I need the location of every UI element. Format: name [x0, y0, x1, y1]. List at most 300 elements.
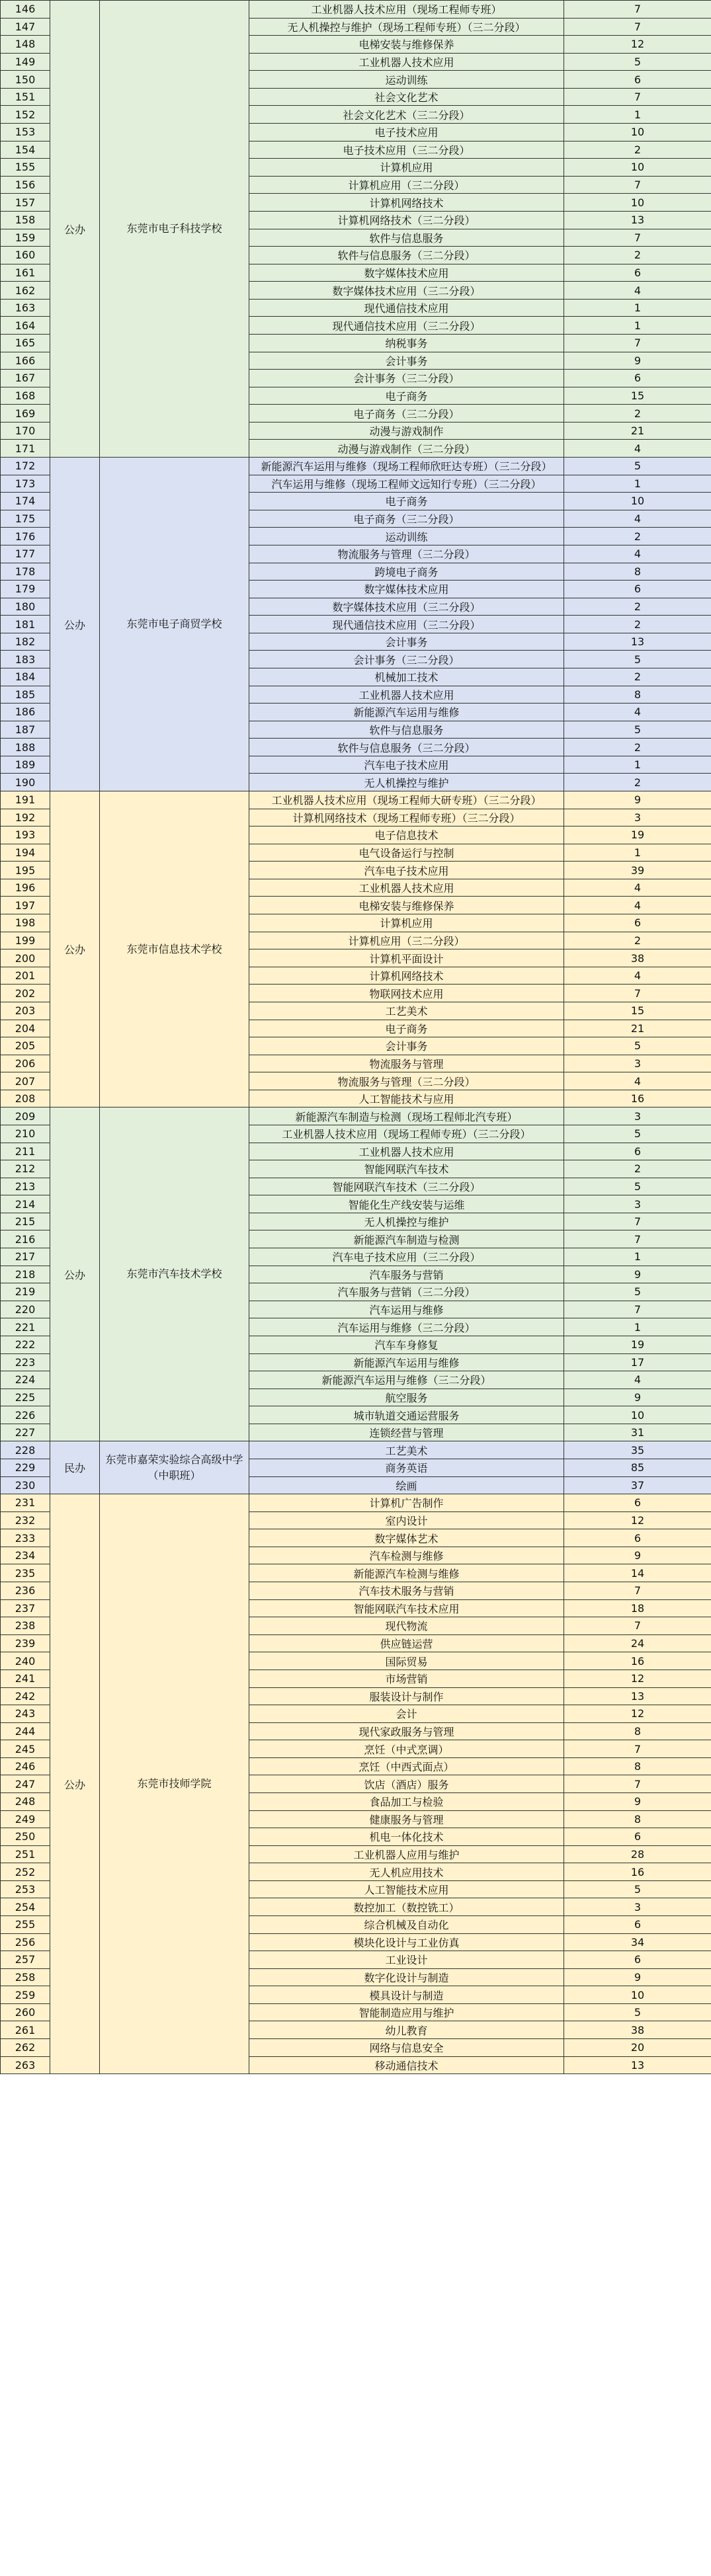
row-number-cell: 187 — [1, 721, 50, 739]
row-number-cell: 154 — [1, 141, 50, 159]
enrollment-count-cell: 9 — [564, 1266, 711, 1283]
major-cell: 智能网联汽车技术（三二分段） — [249, 1178, 564, 1195]
row-number-cell: 194 — [1, 844, 50, 862]
enrollment-count-cell: 2 — [564, 668, 711, 686]
enrollment-count-cell: 9 — [564, 1792, 711, 1810]
major-cell: 电子商务 — [249, 387, 564, 405]
row-number-cell: 258 — [1, 1968, 50, 1986]
major-cell: 工业机器人技术应用（现场工程师专班）（三二分段） — [249, 1125, 564, 1143]
row-number-cell: 160 — [1, 247, 50, 264]
enrollment-count-cell: 6 — [564, 1143, 711, 1160]
row-number-cell: 177 — [1, 545, 50, 563]
row-number-cell: 178 — [1, 563, 50, 581]
major-cell: 动漫与游戏制作 — [249, 422, 564, 440]
enrollment-count-cell: 9 — [564, 1389, 711, 1406]
enrollment-count-cell: 7 — [564, 1301, 711, 1318]
major-cell: 综合机械及自动化 — [249, 1916, 564, 1934]
enrollment-count-cell: 7 — [564, 229, 711, 247]
school-type-cell: 民办 — [50, 1441, 100, 1494]
row-number-cell: 259 — [1, 1986, 50, 2004]
enrollment-count-cell: 9 — [564, 1547, 711, 1564]
row-number-cell: 162 — [1, 282, 50, 300]
enrollment-count-cell: 7 — [564, 176, 711, 194]
major-cell: 新能源汽车运用与维修 — [249, 1353, 564, 1371]
enrollment-count-cell: 8 — [564, 686, 711, 704]
major-cell: 电子商务（三二分段） — [249, 405, 564, 423]
row-number-cell: 158 — [1, 211, 50, 229]
major-cell: 现代通信技术应用（三二分段） — [249, 616, 564, 633]
enrollment-count-cell: 7 — [564, 1230, 711, 1248]
enrollment-count-cell: 10 — [564, 124, 711, 141]
major-cell: 电子信息技术 — [249, 826, 564, 844]
enrollment-count-cell: 7 — [564, 1, 711, 19]
enrollment-count-cell: 7 — [564, 985, 711, 1002]
row-number-cell: 210 — [1, 1125, 50, 1143]
row-number-cell: 164 — [1, 317, 50, 335]
row-number-cell: 152 — [1, 106, 50, 124]
school-type-cell: 公办 — [50, 1, 100, 458]
major-cell: 电气设备运行与控制 — [249, 844, 564, 862]
enrollment-count-cell: 7 — [564, 1617, 711, 1635]
row-number-cell: 220 — [1, 1301, 50, 1318]
enrollment-count-cell: 38 — [564, 949, 711, 967]
enrollment-count-cell: 4 — [564, 879, 711, 897]
major-cell: 幼儿教育 — [249, 2021, 564, 2039]
row-number-cell: 223 — [1, 1353, 50, 1371]
enrollment-count-cell: 31 — [564, 1424, 711, 1441]
row-number-cell: 205 — [1, 1037, 50, 1055]
major-cell: 汽车车身修复 — [249, 1336, 564, 1353]
major-cell: 现代家政服务与管理 — [249, 1722, 564, 1740]
enrollment-count-cell: 21 — [564, 1020, 711, 1037]
row-number-cell: 195 — [1, 862, 50, 879]
major-cell: 国际贸易 — [249, 1652, 564, 1670]
row-number-cell: 150 — [1, 71, 50, 89]
enrollment-count-cell: 6 — [564, 1828, 711, 1846]
row-number-cell: 192 — [1, 809, 50, 826]
row-number-cell: 153 — [1, 124, 50, 141]
enrollment-count-cell: 19 — [564, 1336, 711, 1353]
enrollment-count-cell: 6 — [564, 914, 711, 932]
major-cell: 会计事务 — [249, 633, 564, 651]
enrollment-count-cell: 10 — [564, 1986, 711, 2004]
row-number-cell: 200 — [1, 949, 50, 967]
row-number-cell: 169 — [1, 405, 50, 423]
enrollment-count-cell: 5 — [564, 53, 711, 71]
major-cell: 模块化设计与工业仿真 — [249, 1933, 564, 1951]
enrollment-count-cell: 1 — [564, 756, 711, 774]
major-cell: 计算机应用（三二分段） — [249, 932, 564, 949]
major-cell: 汽车运用与维修（三二分段） — [249, 1318, 564, 1336]
major-cell: 计算机应用 — [249, 159, 564, 177]
row-number-cell: 186 — [1, 704, 50, 721]
row-number-cell: 161 — [1, 264, 50, 282]
row-number-cell: 262 — [1, 2039, 50, 2057]
row-number-cell: 204 — [1, 1020, 50, 1037]
row-number-cell: 156 — [1, 176, 50, 194]
row-number-cell: 202 — [1, 985, 50, 1002]
enrollment-count-cell: 15 — [564, 387, 711, 405]
enrollment-count-cell: 7 — [564, 1775, 711, 1793]
enrollment-count-cell: 24 — [564, 1634, 711, 1652]
major-cell: 会计事务（三二分段） — [249, 651, 564, 668]
major-cell: 汽车检测与维修 — [249, 1547, 564, 1564]
major-cell: 人工智能技术应用 — [249, 1880, 564, 1898]
enrollment-count-cell: 17 — [564, 1353, 711, 1371]
row-number-cell: 170 — [1, 422, 50, 440]
row-number-cell: 201 — [1, 967, 50, 985]
table-row — [1, 458, 711, 475]
major-cell: 现代物流 — [249, 1617, 564, 1635]
row-number-cell: 173 — [1, 475, 50, 493]
table-row — [1, 1441, 711, 1459]
row-number-cell: 193 — [1, 826, 50, 844]
enrollment-count-cell: 6 — [564, 1529, 711, 1547]
major-cell: 无人机操控与维护 — [249, 774, 564, 791]
major-cell: 汽车电子技术应用 — [249, 756, 564, 774]
row-number-cell: 217 — [1, 1248, 50, 1266]
major-cell: 计算机平面设计 — [249, 949, 564, 967]
enrollment-count-cell: 5 — [564, 651, 711, 668]
row-number-cell: 168 — [1, 387, 50, 405]
enrollment-count-cell: 21 — [564, 422, 711, 440]
row-number-cell: 184 — [1, 668, 50, 686]
major-cell: 工业机器人技术应用（现场工程师大研专班）（三二分段） — [249, 791, 564, 809]
row-number-cell: 159 — [1, 229, 50, 247]
row-number-cell: 185 — [1, 686, 50, 704]
major-cell: 数字媒体技术应用（三二分段） — [249, 598, 564, 616]
enrollment-count-cell: 1 — [564, 1248, 711, 1266]
enrollment-count-cell: 4 — [564, 545, 711, 563]
major-cell: 新能源汽车检测与维修 — [249, 1564, 564, 1582]
major-cell: 供应链运营 — [249, 1634, 564, 1652]
enrollment-count-cell: 2 — [564, 774, 711, 791]
enrollment-count-cell: 7 — [564, 1582, 711, 1600]
major-cell: 新能源汽车制造与检测 — [249, 1230, 564, 1248]
row-number-cell: 157 — [1, 194, 50, 212]
enrollment-count-cell: 7 — [564, 88, 711, 106]
major-cell: 汽车电子技术应用（三二分段） — [249, 1248, 564, 1266]
enrollment-count-cell: 6 — [564, 264, 711, 282]
table-body — [1, 1, 711, 2074]
major-cell: 工业机器人技术应用 — [249, 53, 564, 71]
major-cell: 汽车服务与营销（三二分段） — [249, 1283, 564, 1301]
major-cell: 移动通信技术 — [249, 2056, 564, 2074]
enrollment-count-cell: 8 — [564, 1757, 711, 1775]
enrollment-count-cell: 5 — [564, 721, 711, 739]
row-number-cell: 146 — [1, 1, 50, 19]
row-number-cell: 225 — [1, 1389, 50, 1406]
row-number-cell: 240 — [1, 1652, 50, 1670]
row-number-cell: 149 — [1, 53, 50, 71]
major-cell: 绘画 — [249, 1476, 564, 1494]
major-cell: 新能源汽车制造与检测（现场工程师北汽专班） — [249, 1107, 564, 1125]
row-number-cell: 247 — [1, 1775, 50, 1793]
enrollment-count-cell: 1 — [564, 844, 711, 862]
major-cell: 无人机应用技术 — [249, 1863, 564, 1881]
row-number-cell: 238 — [1, 1617, 50, 1635]
major-cell: 现代通信技术应用（三二分段） — [249, 317, 564, 335]
major-cell: 烹饪（中式烹调） — [249, 1740, 564, 1758]
row-number-cell: 181 — [1, 616, 50, 633]
row-number-cell: 166 — [1, 352, 50, 370]
row-number-cell: 179 — [1, 581, 50, 598]
major-cell: 软件与信息服务 — [249, 229, 564, 247]
major-cell: 会计事务（三二分段） — [249, 370, 564, 387]
enrollment-count-cell: 7 — [564, 334, 711, 352]
row-number-cell: 182 — [1, 633, 50, 651]
major-cell: 软件与信息服务（三二分段） — [249, 739, 564, 756]
school-name-cell: 东莞市嘉荣实验综合高级中学（中职班） — [100, 1441, 249, 1494]
enrollment-count-cell: 8 — [564, 1722, 711, 1740]
enrollment-count-cell: 4 — [564, 440, 711, 458]
major-cell: 工艺美术 — [249, 1441, 564, 1459]
major-cell: 计算机网络技术 — [249, 967, 564, 985]
row-number-cell: 172 — [1, 458, 50, 475]
enrollment-count-cell: 6 — [564, 581, 711, 598]
row-number-cell: 206 — [1, 1055, 50, 1072]
row-number-cell: 188 — [1, 739, 50, 756]
row-number-cell: 248 — [1, 1792, 50, 1810]
major-cell: 饮店（酒店）服务 — [249, 1775, 564, 1793]
major-cell: 食品加工与检验 — [249, 1792, 564, 1810]
row-number-cell: 233 — [1, 1529, 50, 1547]
major-cell: 计算机应用 — [249, 914, 564, 932]
major-cell: 电梯安装与维修保养 — [249, 897, 564, 914]
row-number-cell: 263 — [1, 2056, 50, 2074]
enrollment-count-cell: 3 — [564, 1107, 711, 1125]
enrollment-count-cell: 7 — [564, 1740, 711, 1758]
row-number-cell: 180 — [1, 598, 50, 616]
enrollment-count-cell: 4 — [564, 967, 711, 985]
enrollment-count-cell: 9 — [564, 1968, 711, 1986]
major-cell: 新能源汽车运用与维修（现场工程师欣旺达专班）（三二分段） — [249, 458, 564, 475]
row-number-cell: 171 — [1, 440, 50, 458]
enrollment-count-cell: 13 — [564, 633, 711, 651]
major-cell: 无人机操控与维护（现场工程师专班）（三二分段） — [249, 18, 564, 36]
row-number-cell: 232 — [1, 1511, 50, 1529]
major-cell: 物流服务与管理 — [249, 1055, 564, 1072]
enrollment-count-cell: 10 — [564, 493, 711, 510]
row-number-cell: 224 — [1, 1371, 50, 1389]
row-number-cell: 165 — [1, 334, 50, 352]
major-cell: 新能源汽车运用与维修 — [249, 704, 564, 721]
enrollment-count-cell: 13 — [564, 2056, 711, 2074]
major-cell: 计算机网络技术（三二分段） — [249, 211, 564, 229]
major-cell: 智能化生产线安装与运维 — [249, 1195, 564, 1213]
enrollment-count-cell: 19 — [564, 826, 711, 844]
enrollment-count-cell: 4 — [564, 510, 711, 528]
major-cell: 电梯安装与维修保养 — [249, 36, 564, 54]
enrollment-count-cell: 5 — [564, 1880, 711, 1898]
enrollment-count-cell: 4 — [564, 897, 711, 914]
row-number-cell: 183 — [1, 651, 50, 668]
row-number-cell: 197 — [1, 897, 50, 914]
major-cell: 工业机器人应用与维护 — [249, 1845, 564, 1863]
row-number-cell: 245 — [1, 1740, 50, 1758]
major-cell: 物流服务与管理（三二分段） — [249, 545, 564, 563]
row-number-cell: 189 — [1, 756, 50, 774]
row-number-cell: 237 — [1, 1599, 50, 1617]
enrollment-count-cell: 3 — [564, 1055, 711, 1072]
enrollment-count-cell: 5 — [564, 1125, 711, 1143]
row-number-cell: 236 — [1, 1582, 50, 1600]
school-name-cell: 东莞市电子科技学校 — [100, 1, 249, 458]
enrollment-count-cell: 8 — [564, 1810, 711, 1828]
row-number-cell: 167 — [1, 370, 50, 387]
enrollment-count-cell: 1 — [564, 1318, 711, 1336]
table-row — [1, 791, 711, 809]
major-cell: 纳税事务 — [249, 334, 564, 352]
row-number-cell: 147 — [1, 18, 50, 36]
major-cell: 工业机器人技术应用 — [249, 1143, 564, 1160]
row-number-cell: 198 — [1, 914, 50, 932]
school-name-cell: 东莞市技师学院 — [100, 1494, 249, 2074]
major-cell: 软件与信息服务（三二分段） — [249, 247, 564, 264]
major-cell: 汽车技术服务与营销 — [249, 1582, 564, 1600]
enrollment-count-cell: 38 — [564, 2021, 711, 2039]
major-cell: 计算机网络技术（现场工程师专班）（三二分段） — [249, 809, 564, 826]
major-cell: 运动训练 — [249, 528, 564, 545]
enrollment-count-cell: 37 — [564, 1476, 711, 1494]
major-cell: 市场营销 — [249, 1670, 564, 1687]
major-cell: 运动训练 — [249, 71, 564, 89]
row-number-cell: 249 — [1, 1810, 50, 1828]
major-cell: 数控加工（数控铣工） — [249, 1898, 564, 1916]
enrollment-count-cell: 3 — [564, 809, 711, 826]
row-number-cell: 229 — [1, 1459, 50, 1476]
enrollment-count-cell: 12 — [564, 36, 711, 54]
major-cell: 工艺美术 — [249, 1002, 564, 1020]
enrollment-count-cell: 85 — [564, 1459, 711, 1476]
enrollment-count-cell: 12 — [564, 1670, 711, 1687]
major-cell: 会计事务 — [249, 1037, 564, 1055]
enrollment-count-cell: 12 — [564, 1511, 711, 1529]
major-cell: 工业设计 — [249, 1951, 564, 1969]
row-number-cell: 196 — [1, 879, 50, 897]
enrollment-count-cell: 2 — [564, 598, 711, 616]
enrollment-count-cell: 2 — [564, 1160, 711, 1178]
major-cell: 汽车运用与维修 — [249, 1301, 564, 1318]
major-cell: 会计事务 — [249, 352, 564, 370]
enrollment-count-cell: 10 — [564, 194, 711, 212]
enrollment-count-cell: 10 — [564, 159, 711, 177]
enrollment-count-cell: 5 — [564, 1037, 711, 1055]
row-number-cell: 219 — [1, 1283, 50, 1301]
major-cell: 人工智能技术与应用 — [249, 1090, 564, 1107]
enrollment-count-cell: 5 — [564, 1178, 711, 1195]
enrollment-count-cell: 2 — [564, 405, 711, 423]
row-number-cell: 199 — [1, 932, 50, 949]
row-number-cell: 222 — [1, 1336, 50, 1353]
major-cell: 社会文化艺术 — [249, 88, 564, 106]
row-number-cell: 246 — [1, 1757, 50, 1775]
school-type-cell: 公办 — [50, 1494, 100, 2074]
major-cell: 电子技术应用 — [249, 124, 564, 141]
school-type-cell: 公办 — [50, 1107, 100, 1441]
enrollment-count-cell: 6 — [564, 1916, 711, 1934]
row-number-cell: 256 — [1, 1933, 50, 1951]
major-cell: 社会文化艺术（三二分段） — [249, 106, 564, 124]
row-number-cell: 176 — [1, 528, 50, 545]
enrollment-count-cell: 14 — [564, 1564, 711, 1582]
row-number-cell: 253 — [1, 1880, 50, 1898]
enrollment-count-cell: 6 — [564, 1951, 711, 1969]
major-cell: 模具设计与制造 — [249, 1986, 564, 2004]
row-number-cell: 230 — [1, 1476, 50, 1494]
row-number-cell: 213 — [1, 1178, 50, 1195]
enrollment-count-cell: 3 — [564, 1195, 711, 1213]
row-number-cell: 191 — [1, 791, 50, 809]
major-cell: 计算机应用（三二分段） — [249, 176, 564, 194]
enrollment-count-cell: 5 — [564, 2003, 711, 2021]
major-cell: 烹饪（中西式面点） — [249, 1757, 564, 1775]
row-number-cell: 250 — [1, 1828, 50, 1846]
row-number-cell: 163 — [1, 299, 50, 317]
row-number-cell: 255 — [1, 1916, 50, 1934]
row-number-cell: 208 — [1, 1090, 50, 1107]
major-cell: 新能源汽车运用与维修（三二分段） — [249, 1371, 564, 1389]
row-number-cell: 260 — [1, 2003, 50, 2021]
major-cell: 工业机器人技术应用 — [249, 879, 564, 897]
enrollment-count-cell: 3 — [564, 1898, 711, 1916]
enrollment-count-cell: 7 — [564, 1213, 711, 1230]
major-cell: 动漫与游戏制作（三二分段） — [249, 440, 564, 458]
major-cell: 智能网联汽车技术应用 — [249, 1599, 564, 1617]
enrollment-count-cell: 4 — [564, 282, 711, 300]
major-cell: 计算机广告制作 — [249, 1494, 564, 1512]
major-cell: 汽车运用与维修（现场工程师文远知行专班）（三二分段） — [249, 475, 564, 493]
row-number-cell: 227 — [1, 1424, 50, 1441]
major-cell: 汽车电子技术应用 — [249, 862, 564, 879]
major-cell: 跨境电子商务 — [249, 563, 564, 581]
enrollment-count-cell: 8 — [564, 563, 711, 581]
major-cell: 机械加工技术 — [249, 668, 564, 686]
major-cell: 数字媒体技术应用 — [249, 264, 564, 282]
row-number-cell: 221 — [1, 1318, 50, 1336]
row-number-cell: 254 — [1, 1898, 50, 1916]
table-row — [1, 1494, 711, 1512]
enrollment-count-cell: 9 — [564, 791, 711, 809]
enrollment-count-cell: 35 — [564, 1441, 711, 1459]
enrollment-count-cell: 2 — [564, 739, 711, 756]
major-cell: 物联网技术应用 — [249, 985, 564, 1002]
major-cell: 工业机器人技术应用 — [249, 686, 564, 704]
enrollment-count-cell: 16 — [564, 1090, 711, 1107]
major-cell: 城市轨道交通运营服务 — [249, 1406, 564, 1424]
enrollment-count-cell: 2 — [564, 247, 711, 264]
major-cell: 数字媒体艺术 — [249, 1529, 564, 1547]
major-cell: 工业机器人技术应用（现场工程师专班） — [249, 1, 564, 19]
table-row — [1, 1107, 711, 1125]
enrollment-count-cell: 13 — [564, 1687, 711, 1705]
enrollment-count-cell: 6 — [564, 71, 711, 89]
enrollment-count-cell: 13 — [564, 211, 711, 229]
major-cell: 智能制造应用与维护 — [249, 2003, 564, 2021]
row-number-cell: 151 — [1, 88, 50, 106]
row-number-cell: 239 — [1, 1634, 50, 1652]
enrollment-count-cell: 5 — [564, 458, 711, 475]
enrollment-count-cell: 16 — [564, 1863, 711, 1881]
row-number-cell: 207 — [1, 1072, 50, 1090]
enrollment-count-cell: 7 — [564, 18, 711, 36]
enrollment-count-cell: 9 — [564, 352, 711, 370]
row-number-cell: 241 — [1, 1670, 50, 1687]
major-cell: 计算机网络技术 — [249, 194, 564, 212]
row-number-cell: 234 — [1, 1547, 50, 1564]
enrollment-count-cell: 6 — [564, 1494, 711, 1512]
row-number-cell: 218 — [1, 1266, 50, 1283]
